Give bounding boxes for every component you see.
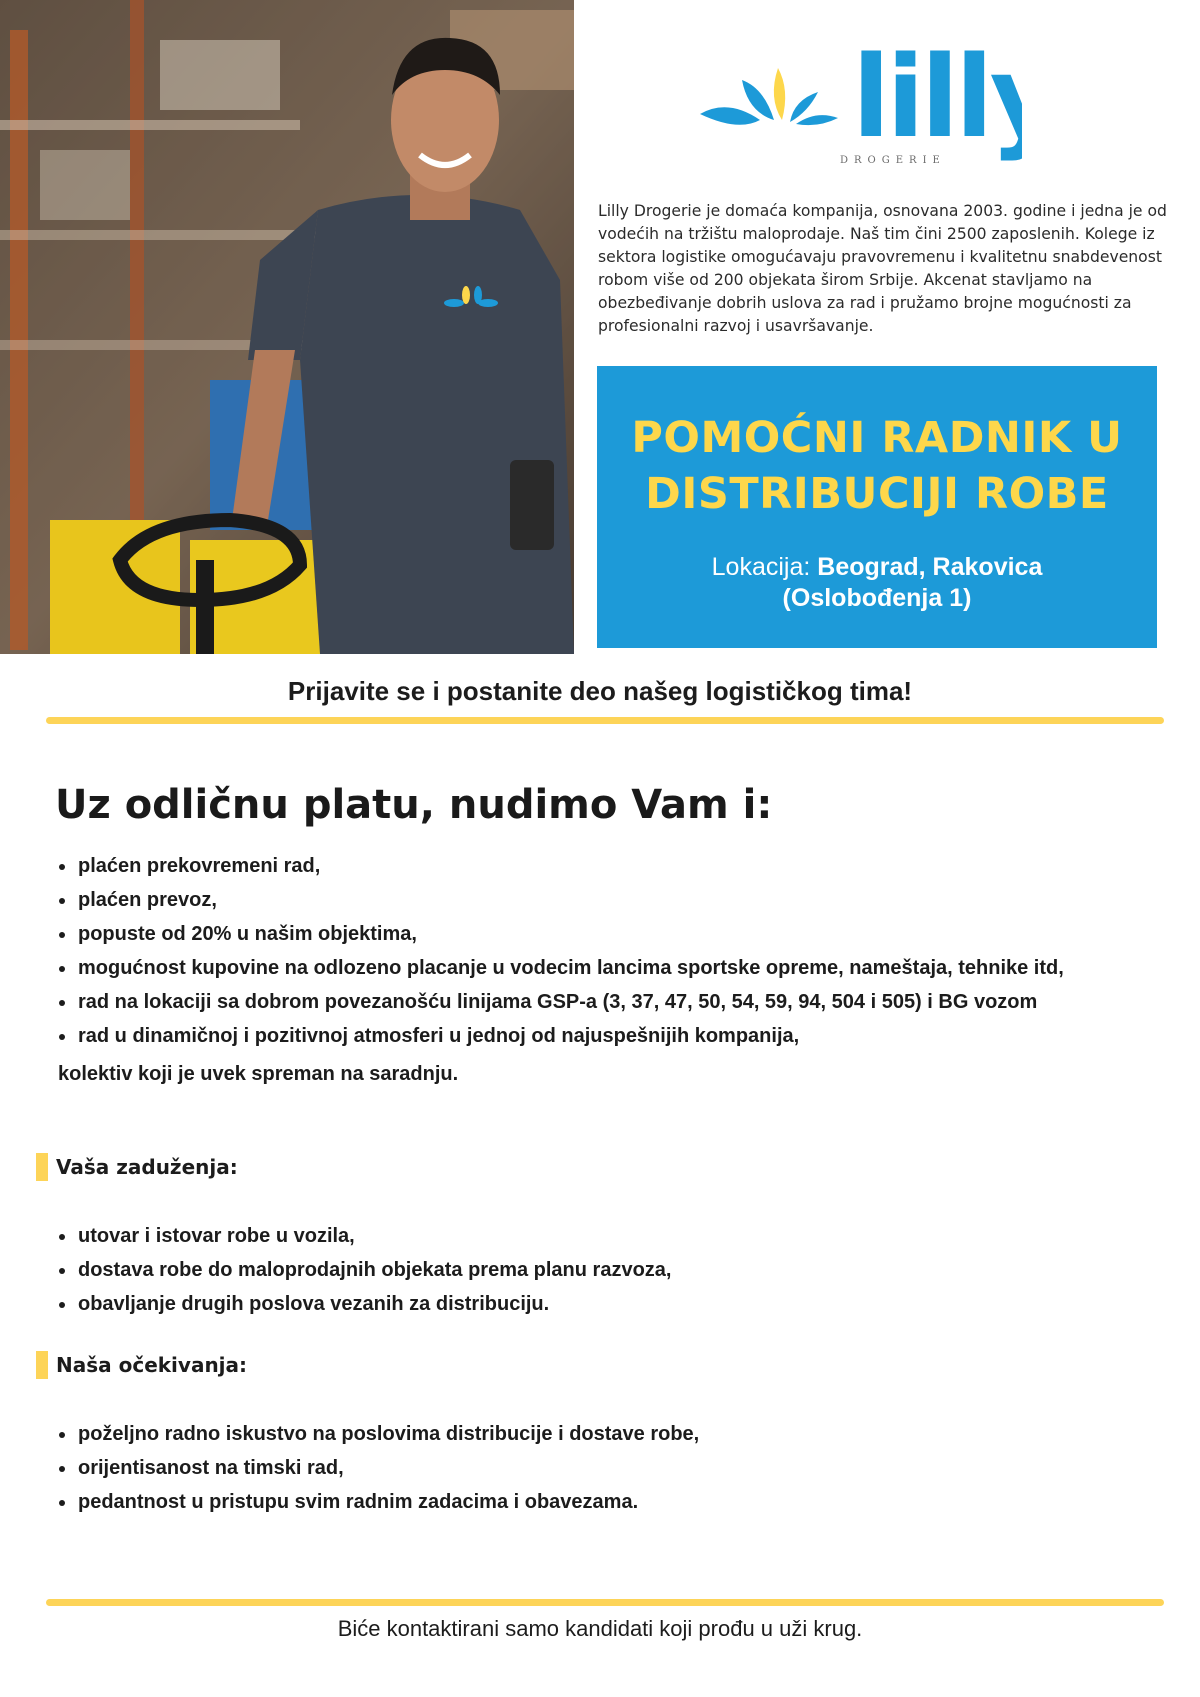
list-item: rad na lokaciji sa dobrom povezanošću linijama GSP-a (3, 37, 47, 50, 54, 59, 94, 504 i 505) i BG vozom xyxy=(56,985,1064,1019)
brand-subtitle: DROGERIE xyxy=(840,155,946,166)
brand-wordmark: lill xyxy=(852,33,990,163)
tagline: Prijavite se i postanite deo našeg logističkog tima! xyxy=(287,676,913,706)
list-item: poželjno radno iskustvo na poslovima distribucije i dostave robe, xyxy=(56,1417,699,1451)
offers-list xyxy=(56,849,1064,1053)
company-intro: Lilly Drogerie je domaća kompanija, osnovana 2003. godine i jedna je od vodećih na tržištu maloprodaje. Naš tim čini 2500 zaposlenih. Kolege iz sektora logistike omogućavaju pravovremenu i kvalitetnu snabdevenost robom više od 200 objekata širom Srbije. Akcenat stavljamo na obezbeđivanje dobrih uslova za rad i pružamo brojne mogućnosti za profesionalni razvoj i usavršavanje. xyxy=(598,202,1167,335)
divider-bottom xyxy=(46,1599,1164,1606)
expectations-heading xyxy=(36,1350,247,1380)
job-title-box xyxy=(597,366,1157,648)
job-title xyxy=(597,410,1157,522)
footer-note: Biće kontaktirani samo kandidati koji prođu u uži krug. xyxy=(337,1616,863,1641)
expectations-list xyxy=(56,1417,699,1519)
list-item: mogućnost kupovine na odlozeno placanje u vodecim lancima sportske opreme, nameštaja, tehnike itd, xyxy=(56,951,1064,985)
job-title-line-1: POMOĆNI RADNIK U xyxy=(631,413,1123,463)
job-location xyxy=(597,552,1157,614)
list-item: popuste od 20% u našim objektima, xyxy=(56,917,1064,951)
list-item: orijentisanost na timski rad, xyxy=(56,1451,699,1485)
offers-heading: Uz odličnu platu, nudimo Vam i: xyxy=(55,782,773,828)
heading-accent-bar xyxy=(36,1153,48,1181)
list-item: pedantnost u pristupu svim radnim zadacima i obavezama. xyxy=(56,1485,699,1519)
divider-top xyxy=(46,717,1164,724)
list-item: obavljanje drugih poslova vezanih za distribuciju. xyxy=(56,1287,671,1321)
heading-accent-bar xyxy=(36,1351,48,1379)
duties-heading xyxy=(36,1152,238,1182)
location-value-line-2: (Oslobođenja 1) xyxy=(782,584,972,612)
list-item: utovar i istovar robe u vozila, xyxy=(56,1219,671,1253)
warehouse-worker-icon xyxy=(0,0,574,654)
expectations-heading-text: Naša očekivanja: xyxy=(56,1353,248,1377)
offers-tail: kolektiv koji je uvek spreman na saradnju. xyxy=(58,1063,459,1085)
list-item: plaćen prevoz, xyxy=(56,883,1064,917)
lilly-logo xyxy=(698,28,1022,170)
lilly-logo-icon xyxy=(698,28,1022,170)
list-item: rad u dinamičnoj i pozitivnoj atmosferi u jednoj od najuspešnijih kompanija, xyxy=(56,1019,1064,1053)
list-item: dostava robe do maloprodajnih objekata prema planu razvoza, xyxy=(56,1253,671,1287)
location-label: Lokacija: xyxy=(711,553,818,581)
list-item: plaćen prekovremeni rad, xyxy=(56,849,1064,883)
duties-list xyxy=(56,1219,671,1321)
hero-photo xyxy=(0,0,574,654)
location-value-line-1: Beograd, Rakovica xyxy=(817,553,1043,581)
duties-heading-text: Vaša zaduženja: xyxy=(56,1155,238,1179)
job-title-line-2: DISTRIBUCIJI ROBE xyxy=(645,469,1109,519)
